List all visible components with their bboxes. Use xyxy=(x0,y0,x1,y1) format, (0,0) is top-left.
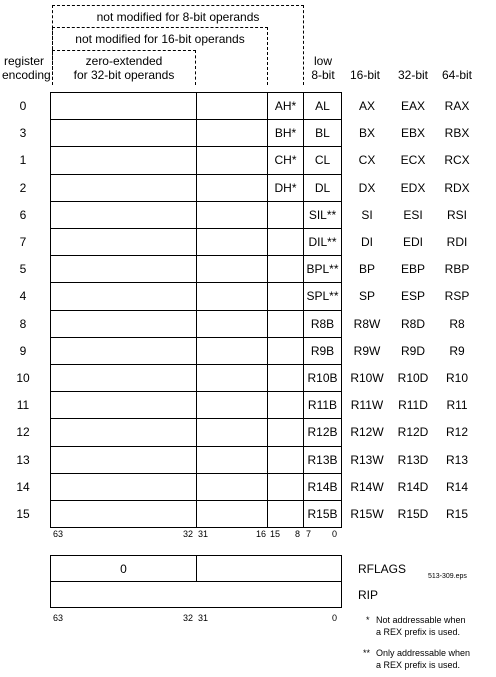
bits-31-16-cell xyxy=(196,146,268,174)
low-byte-cell: BPL** xyxy=(303,255,342,283)
note2-mark: ** xyxy=(363,648,371,658)
note2-line1: Only addressable when xyxy=(376,648,471,658)
reg64-name: R12 xyxy=(445,425,468,440)
lower-bit-label-32: 32 xyxy=(183,613,194,623)
reg16-name: R11W xyxy=(350,398,384,413)
rip-register-box xyxy=(50,581,342,608)
low-byte-cell: R8B xyxy=(303,310,342,338)
bits-31-16-cell xyxy=(196,418,268,446)
rflags-name: RFLAGS xyxy=(358,562,407,576)
reg64-name: R14 xyxy=(445,479,468,494)
low-byte-cell: CL xyxy=(303,146,342,174)
bit-label-63: 63 xyxy=(53,529,64,539)
register-encoding: 7 xyxy=(19,235,27,249)
reg32-name: EBP xyxy=(400,262,425,277)
reg64-name: RSP xyxy=(444,289,470,304)
high-byte-cell xyxy=(267,364,304,392)
register-encoding-header-line2: encoding xyxy=(2,68,51,82)
reg64-name: RDX xyxy=(444,180,470,195)
lower-bit-label-63: 63 xyxy=(53,613,64,623)
register-encoding: 12 xyxy=(16,425,30,440)
register-encoding-header-line1: register xyxy=(3,54,44,68)
reg16-name: CX xyxy=(358,153,376,168)
bit-label-31: 31 xyxy=(198,529,209,539)
bit-label-7: 7 xyxy=(306,529,312,539)
rflags-lower-half xyxy=(196,555,342,582)
note2-line2: a REX prefix is used. xyxy=(376,660,461,670)
low-byte-cell: R12B xyxy=(303,418,342,446)
not-modified-16bit-label: not modified for 16-bit operands xyxy=(75,32,245,46)
high-byte-cell xyxy=(267,201,304,229)
reg64-name: RBX xyxy=(444,126,470,141)
reg32-name: R9D xyxy=(400,343,425,358)
high-byte-cell xyxy=(267,255,304,283)
register-encoding: 2 xyxy=(19,180,27,195)
reg32-name: R13D xyxy=(397,452,429,467)
reg32-name: R12D xyxy=(397,425,429,440)
upper-32-cell xyxy=(50,228,197,256)
register-encoding: 3 xyxy=(19,126,27,141)
reg64-name: R10 xyxy=(445,371,468,385)
bit-label-32: 32 xyxy=(183,529,194,539)
low-byte-cell: R11B xyxy=(303,391,342,419)
reg64-name: RSI xyxy=(446,207,467,222)
low-byte-cell: R10B xyxy=(303,364,342,392)
bits-31-16-cell xyxy=(196,337,268,365)
reg64-name: RBP xyxy=(444,262,470,277)
reg32-name: EDX xyxy=(400,180,426,195)
upper-32-cell xyxy=(50,473,197,501)
register-encoding: 4 xyxy=(19,289,27,304)
rflags-upper-value: 0 xyxy=(120,562,127,576)
register-encoding: 1 xyxy=(19,153,27,168)
bits-31-16-cell xyxy=(196,119,268,147)
reg16-name: R15W xyxy=(350,507,384,521)
reg32-name: EAX xyxy=(400,99,425,113)
low-byte-cell: BL xyxy=(303,119,342,147)
bits-31-16-cell xyxy=(196,282,268,310)
bits-31-16-cell xyxy=(196,228,268,256)
low8-header-line1: low xyxy=(313,54,332,68)
reg32-name: R8D xyxy=(400,316,425,331)
reg32-name: ESP xyxy=(400,289,425,304)
low-byte-cell: DIL** xyxy=(303,228,342,256)
upper-32-cell xyxy=(50,418,197,446)
lower-bit-label-31: 31 xyxy=(198,613,209,623)
register-encoding: 9 xyxy=(19,343,27,358)
high-byte-cell xyxy=(267,418,304,446)
reg16-name: DI xyxy=(361,235,373,249)
reg32-name: EBX xyxy=(400,126,425,141)
reg16-name: R10W xyxy=(350,371,384,385)
reg32-name: EDI xyxy=(402,235,423,249)
note1-line1: Not addressable when xyxy=(376,615,466,625)
reg16-name: R8W xyxy=(353,316,381,331)
reg32-name: R15D xyxy=(397,507,429,521)
bits-31-16-cell xyxy=(196,174,268,202)
reg64-name: R8 xyxy=(449,316,465,331)
note1-line2: a REX prefix is used. xyxy=(376,627,461,637)
upper-32-cell xyxy=(50,446,197,474)
high-byte-cell xyxy=(267,282,304,310)
high-byte-cell xyxy=(267,228,304,256)
upper-32-cell xyxy=(50,201,197,229)
bits-31-16-cell xyxy=(196,364,268,392)
high-byte-cell xyxy=(267,391,304,419)
low-byte-cell: SPL** xyxy=(303,282,342,310)
low-byte-cell: AL xyxy=(303,92,342,120)
upper-32-cell xyxy=(50,391,197,419)
register-encoding: 0 xyxy=(19,99,27,113)
upper-32-cell xyxy=(50,364,197,392)
low-byte-cell: DL xyxy=(303,174,342,202)
low8-header-line2: 8-bit xyxy=(311,68,335,82)
low-byte-cell: R9B xyxy=(303,337,342,365)
reg64-name: R15 xyxy=(445,507,468,521)
high-byte-cell xyxy=(267,337,304,365)
reg16-name: SI xyxy=(361,207,373,222)
rip-name: RIP xyxy=(358,588,379,602)
low-byte-cell: R14B xyxy=(303,473,342,501)
bit-label-8: 8 xyxy=(295,529,301,539)
zero-extended-label-line1: zero-extended xyxy=(85,54,163,68)
reg16-name: R9W xyxy=(353,343,381,358)
reg16-name: BP xyxy=(358,262,375,277)
reg64-name: RCX xyxy=(444,153,470,168)
register-encoding: 15 xyxy=(16,507,30,521)
upper-32-cell xyxy=(50,146,197,174)
high-byte-cell: DH* xyxy=(267,174,304,202)
reg32-name: ECX xyxy=(400,153,426,168)
reg64-name: R13 xyxy=(445,452,468,467)
col16-header: 16-bit xyxy=(349,68,381,82)
register-encoding: 11 xyxy=(16,398,30,413)
upper-32-cell xyxy=(50,500,197,528)
register-encoding: 14 xyxy=(16,479,30,494)
upper-32-cell xyxy=(50,255,197,283)
high-byte-cell xyxy=(267,310,304,338)
reg32-name: R10D xyxy=(397,371,429,385)
high-byte-cell: CH* xyxy=(267,146,304,174)
bits-31-16-cell xyxy=(196,255,268,283)
low-byte-cell: R15B xyxy=(303,500,342,528)
reg64-name: RAX xyxy=(444,99,470,113)
register-encoding: 6 xyxy=(19,207,27,222)
upper-32-cell xyxy=(50,310,197,338)
lower-bit-label-0: 0 xyxy=(332,613,338,623)
reg64-name: RDI xyxy=(446,235,468,249)
zero-extended-label-line2: for 32-bit operands xyxy=(73,68,175,82)
reg32-name: R14D xyxy=(397,479,429,494)
upper-32-cell xyxy=(50,119,197,147)
high-byte-cell xyxy=(267,446,304,474)
upper-32-cell xyxy=(50,174,197,202)
upper-32-cell xyxy=(50,337,197,365)
reg32-name: R11D xyxy=(398,398,428,413)
bits-31-16-cell xyxy=(196,92,268,120)
register-encoding: 13 xyxy=(16,452,30,467)
reg32-name: ESI xyxy=(403,207,423,222)
reg64-name: R11 xyxy=(446,398,468,413)
bits-31-16-cell xyxy=(196,500,268,528)
low-byte-cell: R13B xyxy=(303,446,342,474)
low-byte-cell: SIL** xyxy=(303,201,342,229)
figure-id: 513-309.eps xyxy=(428,573,467,580)
upper-32-cell xyxy=(50,282,197,310)
bits-31-16-cell xyxy=(196,446,268,474)
register-encoding: 5 xyxy=(19,262,27,277)
reg16-name: DX xyxy=(358,180,376,195)
col32-header: 32-bit xyxy=(397,68,429,82)
bits-31-16-cell xyxy=(196,473,268,501)
bits-31-16-cell xyxy=(196,310,268,338)
reg16-name: BX xyxy=(358,126,375,141)
upper-32-cell xyxy=(50,92,197,120)
register-encoding: 8 xyxy=(19,316,27,331)
reg16-name: AX xyxy=(358,99,375,113)
bit-label-15: 15 xyxy=(270,529,281,539)
bit-label-0: 0 xyxy=(332,529,338,539)
reg16-name: R12W xyxy=(350,425,384,440)
reg16-name: SP xyxy=(358,289,375,304)
not-modified-8bit-label: not modified for 8-bit operands xyxy=(96,10,260,24)
bit-label-16: 16 xyxy=(256,529,267,539)
col64-header: 64-bit xyxy=(441,68,473,82)
bits-31-16-cell xyxy=(196,201,268,229)
high-byte-cell: AH* xyxy=(267,92,304,120)
reg16-name: R13W xyxy=(350,452,384,467)
register-encoding: 10 xyxy=(16,371,30,385)
high-byte-cell: BH* xyxy=(267,119,304,147)
note1-mark: * xyxy=(366,615,370,625)
reg64-name: R9 xyxy=(449,343,465,358)
bits-31-16-cell xyxy=(196,391,268,419)
reg16-name: R14W xyxy=(350,479,384,494)
high-byte-cell xyxy=(267,473,304,501)
high-byte-cell xyxy=(267,500,304,528)
